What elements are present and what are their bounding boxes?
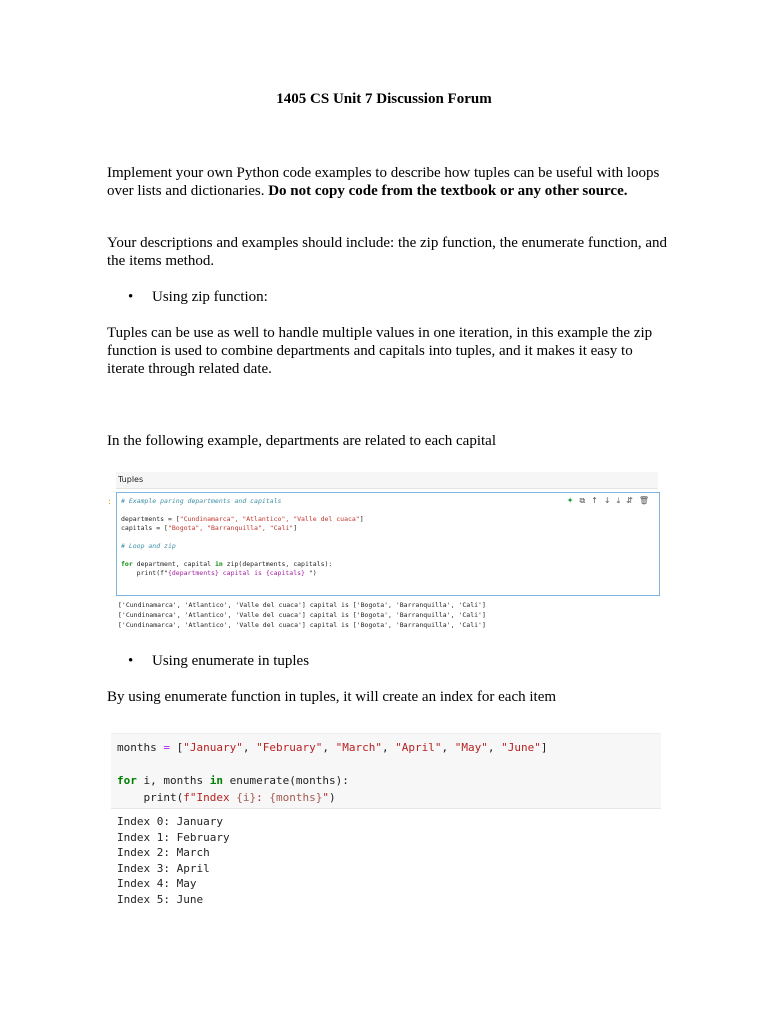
code-string: "Bogota", "Barranquilla", "Cali" [167, 524, 294, 532]
code-text: ") [304, 569, 317, 577]
code-keyword: in [214, 560, 223, 568]
insert-above-icon: ⇵ [626, 496, 639, 505]
code-keyword: for [117, 774, 137, 787]
descriptions-paragraph: Your descriptions and examples should include: the zip function, the enumerate function, and the items method. [107, 235, 668, 269]
code-string: "April" [395, 741, 442, 754]
code-string: "June" [501, 741, 541, 754]
code-expr: {capitals} [265, 569, 305, 577]
code-block-output [117, 814, 230, 907]
cell-code [121, 497, 364, 578]
enumerate-explanation-paragraph: By using enumerate function in tuples, it will create an index for each item [107, 689, 557, 705]
output-line: Index 4: May [117, 877, 197, 890]
code-expr: {departments} [167, 569, 219, 577]
code-string: : [256, 790, 270, 804]
bullet-zip [128, 288, 268, 306]
code-text: ) [328, 790, 336, 804]
code-cell [116, 492, 660, 596]
code-text: print( [117, 790, 184, 804]
bullet-enumerate [128, 652, 309, 670]
code-string: "March" [335, 741, 382, 754]
code-text: zip(departments, capitals): [222, 560, 333, 568]
code-operator: = [163, 741, 170, 754]
output-line: Index 2: March [117, 846, 210, 859]
output-line: Index 5: June [117, 892, 204, 906]
code-text: print(f" [121, 569, 168, 577]
code-text: ] [359, 515, 364, 523]
page-title: 1405 CS Unit 7 Discussion Forum [276, 91, 492, 107]
bullet-zip-label: Using zip function: [152, 289, 268, 305]
code-expr: {months} [269, 790, 323, 804]
code-text: capitals = [ [121, 524, 168, 532]
intro-paragraph [107, 164, 667, 200]
delete-icon: 🗑 [638, 496, 655, 505]
code-string: "May" [454, 741, 488, 754]
code-string: f"Index [183, 790, 237, 804]
code-text: i, months [136, 774, 210, 787]
notebook-tab-title: Tuples [116, 472, 658, 489]
output-line: Index 1: February [117, 830, 230, 844]
intro-text: Implement your own Python code examples to describe how tuples can be useful with loops over lists and dictionaries. [107, 165, 660, 199]
code-comment: # Example paring departments and capitals [121, 497, 282, 505]
code-string: " [322, 790, 329, 804]
code-string: capital is [218, 569, 266, 577]
code-comment: # Loop and zip [121, 542, 176, 550]
duplicate-icon: ⧉ [579, 496, 592, 505]
code-text: department, capital [132, 560, 215, 568]
bullet-dot-icon: • [128, 289, 134, 305]
output-line: Index 3: April [117, 861, 210, 875]
zip-explanation-paragraph: Tuples can be use as well to handle multiple values in one iteration, in this example the zip function is used to combine departments and capitals into tuples, and it makes it easy to iterate through related date. [107, 325, 653, 377]
example-intro-paragraph: In the following example, departments are related to each capital [107, 433, 496, 449]
output-line: Index 0: January [117, 815, 223, 828]
code-block [111, 733, 661, 809]
code-string: "January" [183, 741, 243, 754]
bullet-enumerate-label: Using enumerate in tuples [152, 653, 310, 669]
code-string: "February" [256, 741, 323, 754]
code-string: "Cundinamarca", "Atlantico", "Valle del cuaca" [179, 515, 360, 523]
code-text: ] [293, 524, 298, 532]
code-expr: {i} [236, 790, 257, 804]
output-line: ['Cundinamarca', 'Atlantico', 'Valle del cuaca'] capital is ['Bogota', 'Barranquilla', 'Cali'] [118, 601, 486, 609]
code-keyword: for [121, 560, 133, 568]
bullet-dot-icon: • [128, 653, 134, 669]
output-line: ['Cundinamarca', 'Atlantico', 'Valle del cuaca'] capital is ['Bogota', 'Barranquilla', 'Cali'] [118, 611, 486, 619]
code-keyword: in [209, 774, 223, 787]
code-text: months [117, 741, 164, 754]
output-line: ['Cundinamarca', 'Atlantico', 'Valle del cuaca'] capital is ['Bogota', 'Barranquilla', 'Cali'] [118, 621, 486, 629]
move-down-icon: ↓ [603, 496, 617, 505]
code-text: departments = [ [121, 515, 180, 523]
cell-prompt: : [107, 497, 112, 506]
intro-bold-text: Do not copy code from the textbook or any other source. [268, 183, 628, 199]
generate-icon: ✦ [566, 496, 580, 505]
code-block-content: months = ["January", "February", "March", "April", "May", "June"] for i, months in enumerate(months): print(f"Index {i}: {months}") [117, 741, 548, 804]
notebook-screenshot [107, 470, 658, 634]
code-text: [ [169, 741, 184, 754]
code-text: ] [540, 741, 548, 754]
cell-toolbar [567, 496, 655, 506]
move-up-icon: ↑ [591, 496, 604, 505]
insert-below-icon: ⤓ [616, 496, 627, 505]
code-text: enumerate(months): [222, 774, 349, 787]
cell-output [118, 600, 486, 630]
